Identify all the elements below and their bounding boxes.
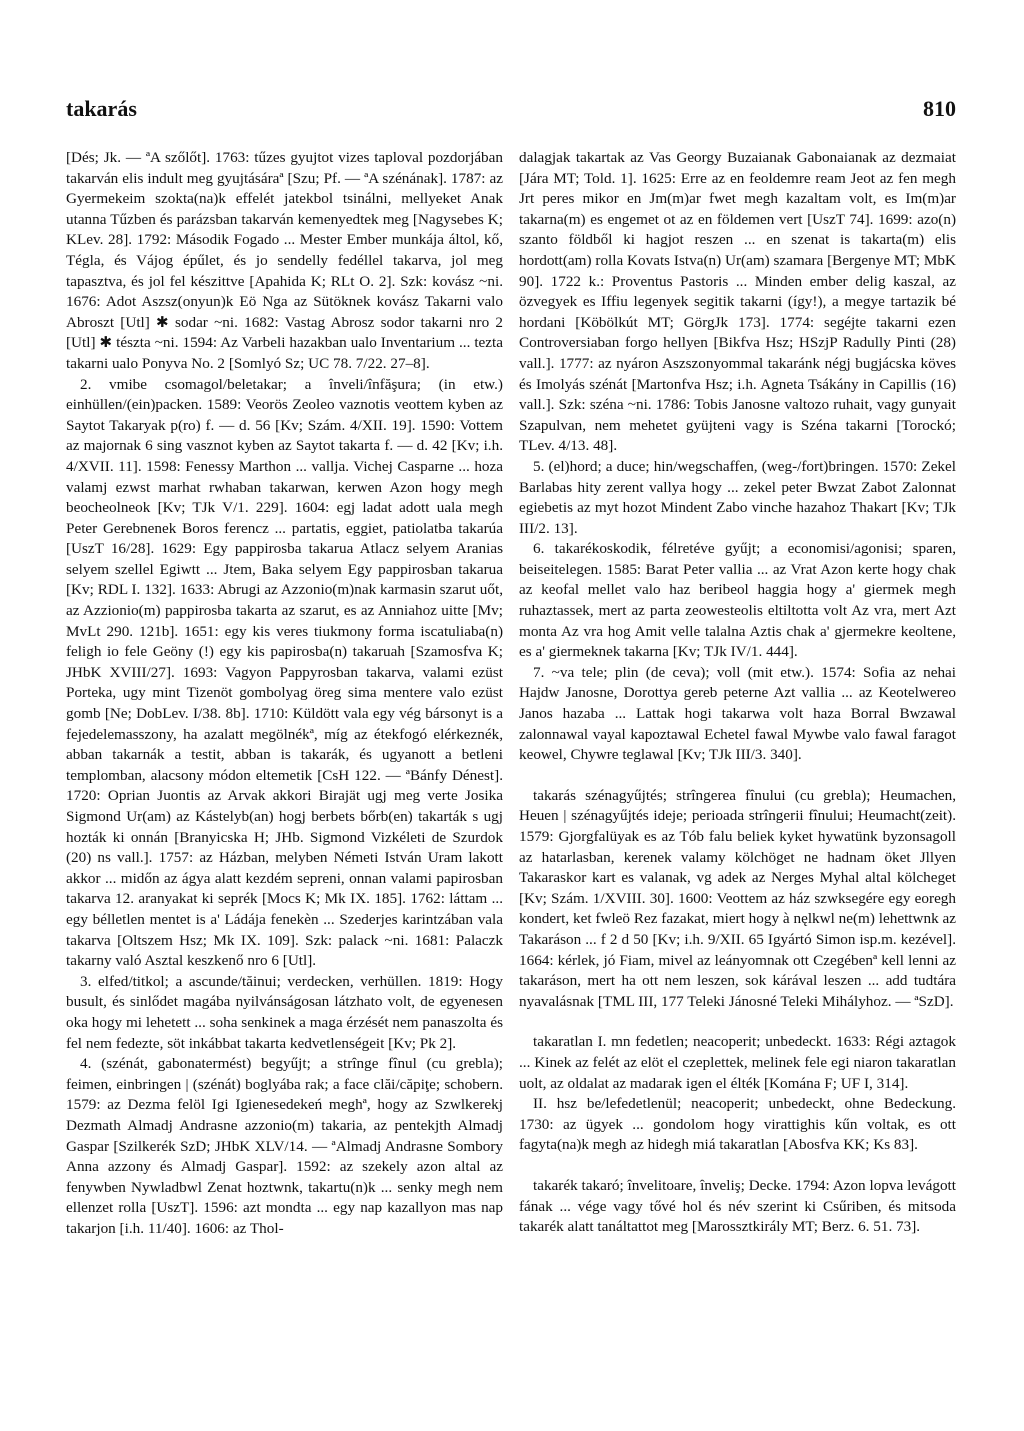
headword-entry-takaratlan: takaratlan I. mn fedetlen; neacoperit; unbedeckt. 1633: Régi aztagok ... Kinek az felét az elöt el czeplettek, melinek fele egi niaron takaratlan uolt, az oldalat az madarak igen el élték [Komána F; UF I, 314]. xyxy=(519,1033,956,1092)
page-header xyxy=(66,96,956,136)
entry-paragraph: 4. (szénát, gabonatermést) begyűjt; a strînge fînul (cu grebla); feimen, einbringen | (szénát) boglyába rak; a face clăi/căpiţe; schobern. 1579: az Dezma felöl Igi Igienesedekeń meghª, hogy az Szwlkerekj Dezmath Almadj Andrasne azzonio(m) takaria, az pentekjth Almadj Gaspar [Szilkerék SzD; JHbK XLV/14. — ªAlmadj Andrasne Sombory Anna azzony és Almadj Gaspar]. 1592: az szekely azon altal az fenywben Nywladbwl Zenat hoztwnk, takartu(n)k ... senky megh nem ellenzet rolla [UszT]. 1596: azt mondta ... egy nap kazallyon mas nap takarjon [i.h. 11/40]. 1606: az Thol- xyxy=(66,1055,503,1237)
left-column xyxy=(66,148,503,1239)
entry-paragraph: [Dés; Jk. — ªA szőlőt]. 1763: tűzes gyujtot vizes taploval pozdorjában takarván elis indult meg gyujtásáraª [Szu; Pf. — ªA szénának]. 1787: az Gyermekeim szokta(na)k effelét jatekbol tsinálni, mellyeket Anak utanna Tűzben és parázsban takarván kemenyedtek meg [Nagysebes K; KLev. 28]. 1792: Második Fogado ... Mester Ember munkája áltol, kő, Tégla, és Vájog épűlet, és jo sendelly fedéllel takarva, jol meg tapasztva, és jol fel készittve [Apahida K; RLt O. 2]. Szk: kovász ~ni. 1676: Adot Aszsz(onyun)k Eö Nga az Sütöknek kovász Takarni valo Abroszt [Utl] ✱ sodar ~ni. 1682: Vastag Abrosz sodor takarni nro 2 [Utl] ✱ tészta ~ni. 1594: Az Varbeli hazakban ualo Inventarium ... tezta takarni ualo Ponyva No. 2 [Somlyó Sz; UC 78. 7/22. 27–8]. xyxy=(66,149,503,372)
text-columns xyxy=(66,148,956,1239)
dictionary-page xyxy=(66,96,956,1237)
entry-paragraph: 6. takarékoskodik, félretéve gyűjt; a economisi/agonisi; sparen, beiseitelegen. 1585: Barat Peter vallia ... az Vrat Azon kerte hogy chak az keofal mellet valo haz beribeol haggia hogy a' giermek megh ruhaztassek, mert az parta zeowesteolis eltiltotta volt Az vra, mert Azt monta Az vra hog Amit velle talalna Aztis chak a' gjermekre keoltene, es a' giermeknek takarna [Kv; TJk IV/1. 444]. xyxy=(519,540,956,661)
page-number: 810 xyxy=(923,96,956,121)
entry-paragraph: 3. elfed/titkol; a ascunde/tăinui; verdecken, verhüllen. 1819: Hogy busult, és sinlődet magába nyilvánságosan látzhato volt, de egyenesen oka hogy mi lehetett ... soha senkinek a maga érzését nem panaszolta és fel nem fedezte, söt inkábbat takarta kedvetlenségeit [Kv; Pk 2]. xyxy=(66,972,503,1052)
headword-entry-takaras: takarás szénagyűjtés; strîngerea fînului (cu grebla); Heumachen, Heuen | szénagyűjtés ideje; perioada strîngerii fînului; Heumacht(zeit). 1579: Gjorgfalüyak es az Tób falu beliek kyket hywatünk byzonsagoll az hatarlasban, kerenek valamy kölchöget ne hadnam öket Jllyen Takaraskor kart es valanak, vg adek az Nerges Myhal altal kölcheget [Kv; Szám. 1/XVIII. 30]. 1600: Veottem az ház szwksegére egy eoregh kondert, ket fwleö Rez fazakat, miert hogy à nęlkwl ne(m) lehettwnk az Takaráson ... f 2 d 50 [Kv; i.h. 9/XII. 65 Igyártó Simon isp.m. kezével]. 1664: kérlek, jó Fiam, mivel az leányomnak ott Czegébenª kell lenni az takaráson, mert ha ott nem leszen, sok kárával leszen ... add tudtára nyavalásnak [TML III, 177 Teleki Jánosné Teleki Mihályhoz. — ªSzD]. xyxy=(519,786,956,1010)
right-column xyxy=(519,148,956,1239)
running-head: takarás xyxy=(66,96,137,121)
entry-paragraph: 5. (el)hord; a duce; hin/wegschaffen, (weg-/fort)bringen. 1570: Zekel Barlabas hity zerent vallya hogy ... zekel peter Bwzat Zabot Zalonnat egiebetis az myt hozot Mindent Zabo vinche hazahoz Thakart [Kv; TJk III/2. 13]. xyxy=(519,457,956,537)
entry-paragraph: II. hsz be/lefedetlenül; neacoperit; unbedeckt, ohne Bedeckung. 1730: az ügyek ... gondolom hogy virattighis kűn voltak, es ott fagyta(na)k megh az hidegh miá takaratlan [Abosfva KK; Ks 83]. xyxy=(519,1095,956,1154)
entry-paragraph: dalagjak takartak az Vas Georgy Buzaianak Gabonaianak az dezmaiat [Jára MT; Told. 1]. 1625: Erre az en feoldemre ream Jeot az fen megh Jrt peres mikor en Jm(m)ar fwet megh kazaltam volt, es Im(m)ar takarna(m) es engemet ot az en földemen vert [UszT 74]. 1699: azo(n) szanto földből ki hagjot reszen ... en szenat is takarta(m) elis hordott(am) rolla Kovats Istva(n) Ur(am) szamara [Bergenye MT; MbK 90]. 1722 k.: Proventus Pastoris ... Minden ember delig kaszal, az özvegyek es Iffiu legenyek segitik takarni (így!), a megye tartazik bé hordani [Köbölkút MT; GörgJk 173]. 1774: segéjte takarni ezen Controversiaban forgo hellyen [Bikfva Hsz; HSzjP Radully Pinti (28) vall.]. 1777: az nyáron Aszszonyommal takaránk négj bugjácska köves és Imolyás szénát [Martonfva Hsz; i.h. Agneta Tsákány in Capillis (16) vall.]. Szk: széna ~ni. 1786: Tobis Janosne valtozo ruhait, vagy gunyait Szapulvan, nem mehetet gyüjteni vagy is Széna takarni [Torockó; TLev. 4/13. 48]. xyxy=(519,149,956,455)
headword-entry-takarek: takarék takaró; învelitoare, înveliş; Decke. 1794: Azon lopva levágott fának ... vége vagy tővé hol és név szerint ki Csűriben, és mitsoda takarék alatt tanáltattot meg [Marossztkirály MT; Berz. 6. 51. 73]. xyxy=(519,1176,956,1236)
entry-paragraph: 2. vmibe csomagol/beletakar; a înveli/înfăşura; (in etw.) einhüllen/(ein)packen. 1589: Veorös Zeoleo vaznotis veottem kyben az Saytot Takaryak p(ro) f. — d. 56 [Kv; Szám. 4/XII. 19]. 1590: Vottem az majornak 6 sing vasznot kyben az Saytot takarta f. — d. 42 [Kv; i.h. 4/XVII. 11]. 1598: Fenessy Marthon ... vallja. Vichej Casparne ... hoza valamj ezwst marhat rwhaban takarwan, kerwen Azon hogy megh beocheolneok [Kv; TJk V/1. 229]. 1604: egj ladat adott uala megh Peter Gerebnenek Boros ferencz ... partatis, eggiet, patiolatba takarúa [UszT 16/28]. 1629: Egy pappirosba takarua Atlacz selyem Aranias selyem szellel Egiwtt ... Jtem, Baka selyem Egy pappirosban takarua [Kv; RDL I. 132]. 1633: Abrugi az Azzonio(m)nak karmasin szarut uőt, az Azzionio(m) pappirosba takarta az szarut, es az Anniahoz uitte [Mv; MvLt 290. 121b]. 1651: egy kis veres tiukmony forma iscatuliaba(n) feligh io fele Geöny (!) egy kis papirosba(n) takaruah [Szamosfva K; JHbK XVIII/27]. 1693: Vagyon Pappyrosban takarva, valami ezüst Porteka, ugy mint Tizenöt gombolyag öreg sima mentere valo ezüst gomb [Ne; DobLev. I/38. 8b]. 1710: Küldött vala egy vég bársonyt is a fejedelemasszony, ha azalatt megölnékª, míg az étekfogó elérkeznék, abban takarnák a testit, abban is takarák, és ugyanott a betleni templomban, alacsony módon eltemetik [CsH 122. — ªBánfy Dénest]. 1720: Oprian Juontis az Arvak akkori Birajät ugj meg verte Josika Sigmond Ur(am) az Kástelyb(an) hogj berbets bőrb(en) takarták s ugj hozták ki onnán [Branyicska H; JHb. Sigmond Vizkéleti de Szurdok (20) ns vall.]. 1757: az Házban, melyben Németi István Uram lakott akkor ... midőn az ágya alatt kezdém sepreni, onnan valami papirosban takarva 12. aranyakat ki seprék [Mocs K; Mk IX. 185]. 1762: láttam ... egy bélletlen mentet is a' Ládája fenekèn ... Szederjes karintzában vala takarva [Oltszem Hsz; Mk IX. 109]. Szk: palack ~ni. 1681: Palaczk takarny való Asztal keszkenő nro 6 [Utl]. xyxy=(66,375,503,970)
entry-paragraph: 7. ~va tele; plin (de ceva); voll (mit etw.). 1574: Sofia az nehai Hajdw Janosne, Dorottya gereb peterne Azt vallia ... az Keotelwereo Janos hazaba ... Lattak hogi takarwa volt haza Borral Bwzawal zalonnawal vayal kapoztawal Echetel fawal Mywbe valo fawal faragot keowel, Chywre teglawal [Kv; TJk III/3. 340]. xyxy=(519,663,956,764)
